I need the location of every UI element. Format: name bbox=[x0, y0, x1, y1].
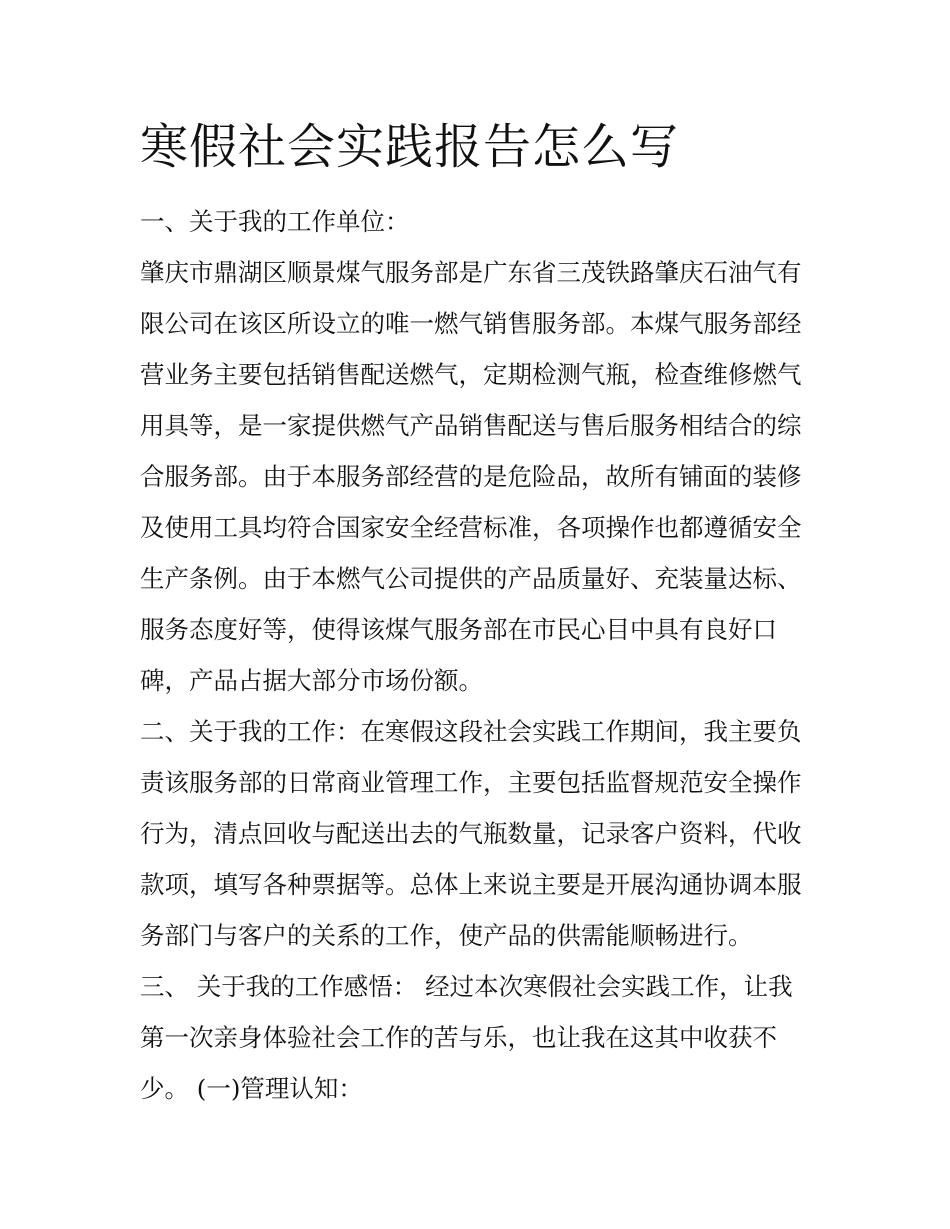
body-line: 第一次亲身体验社会工作的苦与乐，也让我在这其中收获不 bbox=[140, 1023, 777, 1052]
body-line: 服务态度好等，使得该煤气服务部在市民心目中具有良好口 bbox=[140, 615, 777, 644]
body-line: 碑，产品占据大部分市场份额。 bbox=[140, 666, 483, 695]
body-line: 行为，清点回收与配送出去的气瓶数量，记录客户资料，代收 bbox=[140, 819, 802, 848]
section-heading-work-unit: 一、关于我的工作单位： bbox=[140, 207, 410, 236]
document-title: 寒假社会实践报告怎么写 bbox=[140, 119, 680, 175]
body-line: 生产条例。由于本燃气公司提供的产品质量好、充装量达标、 bbox=[140, 564, 802, 593]
body-line: 肇庆市鼎湖区顺景煤气服务部是广东省三茂铁路肇庆石油气有 bbox=[140, 258, 802, 287]
body-line: 款项，填写各种票据等。总体上来说主要是开展沟通协调本服 bbox=[140, 870, 802, 899]
body-line: 用具等，是一家提供燃气产品销售配送与售后服务相结合的综 bbox=[140, 411, 802, 440]
body-line: 少。 (一)管理认知： bbox=[140, 1074, 363, 1103]
body-line: 责该服务部的日常商业管理工作，主要包括监督规范安全操作 bbox=[140, 768, 802, 797]
body-line: 务部门与客户的关系的工作，使产品的供需能顺畅进行。 bbox=[140, 921, 753, 950]
body-line: 及使用工具均符合国家安全经营标准，各项操作也都遵循安全 bbox=[140, 513, 802, 542]
section-heading-my-work: 二、关于我的工作：在寒假这段社会实践工作期间，我主要负 bbox=[140, 717, 802, 746]
body-line: 限公司在该区所设立的唯一燃气销售服务部。本煤气服务部经 bbox=[140, 309, 802, 338]
section-heading-reflections: 三、 关于我的工作感悟： 经过本次寒假社会实践工作，让我 bbox=[140, 972, 793, 1001]
body-line: 营业务主要包括销售配送燃气，定期检测气瓶，检查维修燃气 bbox=[140, 360, 802, 389]
body-line: 合服务部。由于本服务部经营的是危险品，故所有铺面的装修 bbox=[140, 462, 802, 491]
